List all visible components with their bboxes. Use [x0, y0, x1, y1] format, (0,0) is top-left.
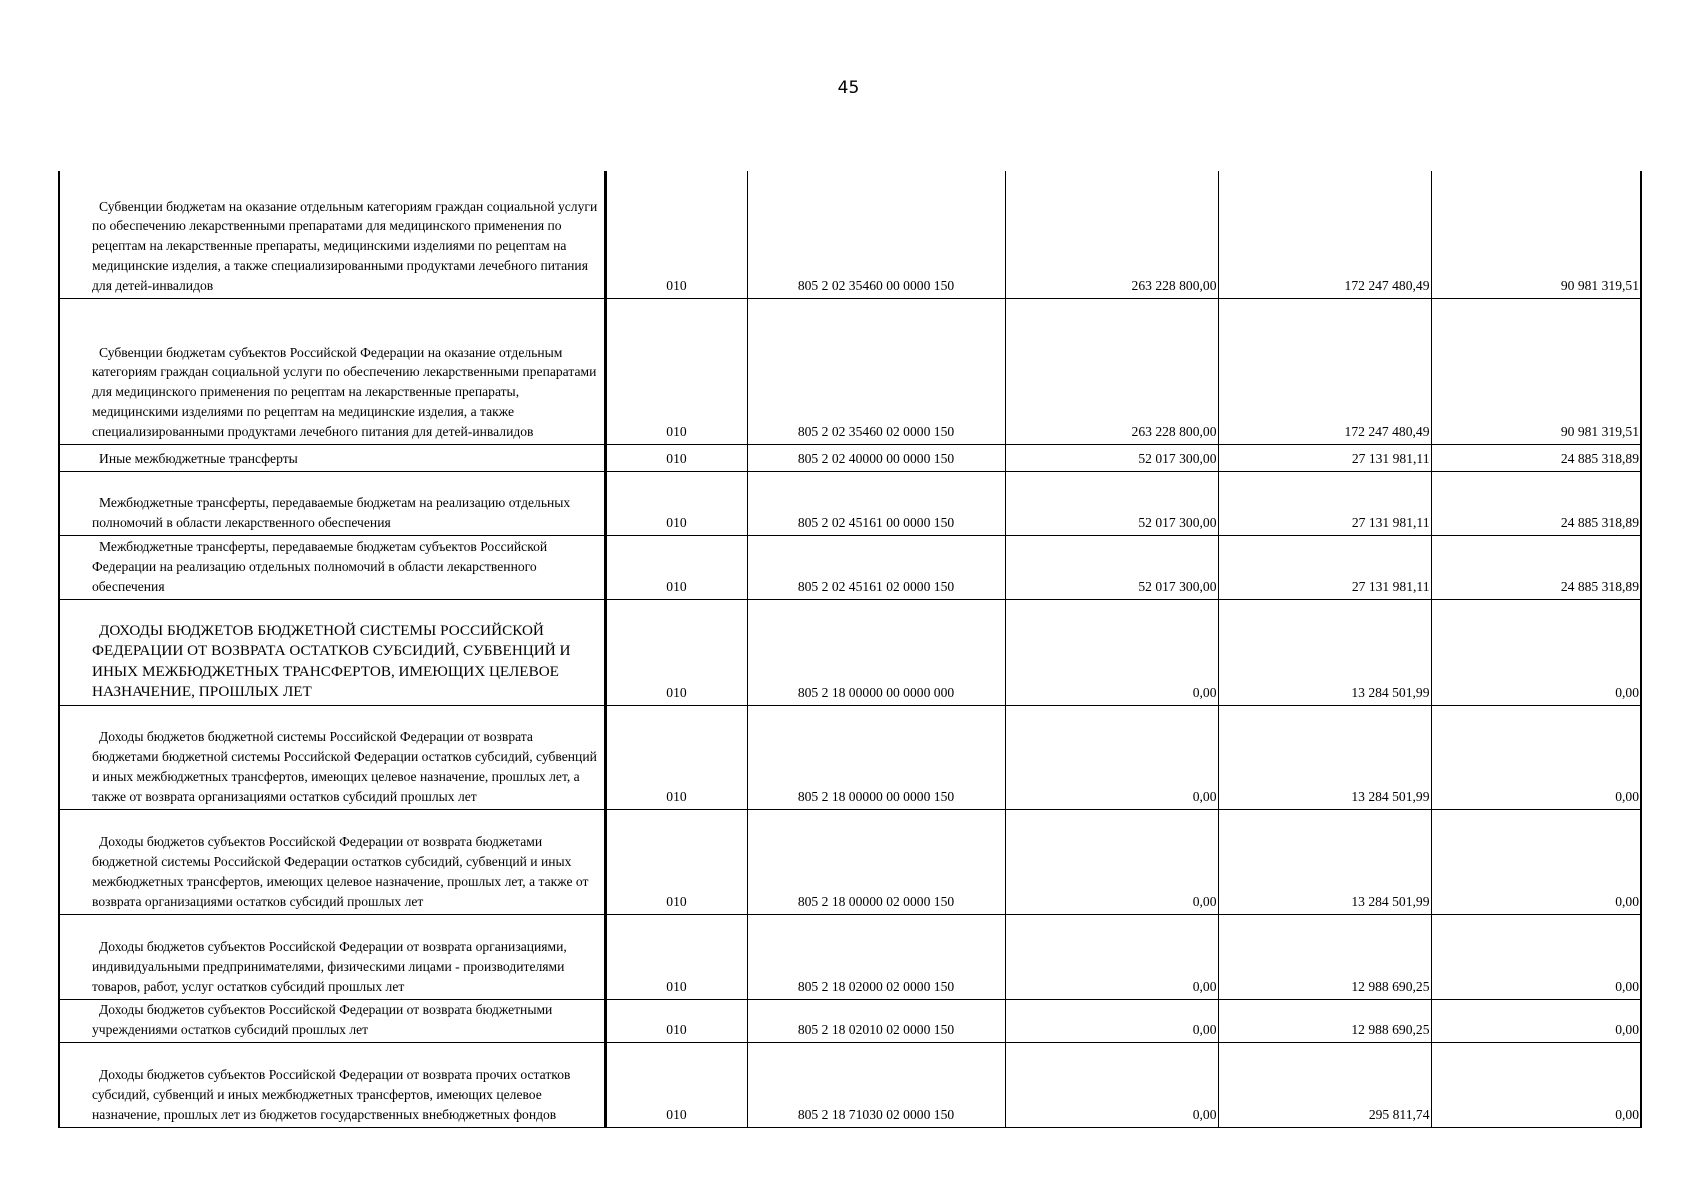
row-line-code: 010 [605, 471, 747, 535]
row-executed: 12 988 690,25 [1218, 914, 1431, 999]
row-budget-code: 805 2 18 00000 00 0000 150 [747, 705, 1005, 809]
row-budget-code: 805 2 18 00000 02 0000 150 [747, 809, 1005, 914]
row-line-code: 010 [605, 535, 747, 599]
table-row [59, 535, 1641, 599]
row-executed: 172 247 480,49 [1218, 298, 1431, 444]
row-unexecuted: 0,00 [1431, 809, 1641, 914]
row-budget-code: 805 2 18 02010 02 0000 150 [747, 999, 1005, 1042]
row-unexecuted: 0,00 [1431, 999, 1641, 1042]
row-line-code: 010 [605, 705, 747, 809]
row-executed: 27 131 981,11 [1218, 535, 1431, 599]
row-budget-code: 805 2 18 00000 00 0000 000 [747, 599, 1005, 705]
row-name: Доходы бюджетов субъектов Российской Федерации от возврата прочих остатков субсидий, субвенций и иных межбюджетных трансфертов, имеющих целевое назначение, прошлых лет из бюджетов государственных внебюджетных фондов [59, 1042, 605, 1127]
row-unexecuted: 0,00 [1431, 599, 1641, 705]
revenue-table [58, 171, 1642, 1128]
page-number: 45 [837, 78, 860, 98]
table-row [59, 599, 1641, 705]
row-approved: 0,00 [1005, 1042, 1218, 1127]
row-approved: 0,00 [1005, 809, 1218, 914]
row-budget-code: 805 2 02 45161 00 0000 150 [747, 471, 1005, 535]
row-budget-code: 805 2 02 35460 02 0000 150 [747, 298, 1005, 444]
row-approved: 263 228 800,00 [1005, 171, 1218, 298]
table-row [59, 298, 1641, 444]
row-name: Доходы бюджетов субъектов Российской Федерации от возврата организациями, индивидуальными предпринимателями, физическими лицами - производителями товаров, работ, услуг остатков субсидий прошлых лет [59, 914, 605, 999]
row-name: Доходы бюджетов субъектов Российской Федерации от возврата бюджетными учреждениями остатков субсидий прошлых лет [59, 999, 605, 1042]
row-budget-code: 805 2 02 35460 00 0000 150 [747, 171, 1005, 298]
table-row [59, 471, 1641, 535]
table-row [59, 914, 1641, 999]
row-name: Доходы бюджетов бюджетной системы Российской Федерации от возврата бюджетами бюджетной системы Российской Федерации остатков субсидий, субвенций и иных межбюджетных трансфертов, имеющих целевое назначение, прошлых лет, а также от возврата организациями остатков субсидий прошлых лет [59, 705, 605, 809]
row-unexecuted: 24 885 318,89 [1431, 535, 1641, 599]
row-approved: 52 017 300,00 [1005, 471, 1218, 535]
table-row [59, 705, 1641, 809]
row-approved: 0,00 [1005, 914, 1218, 999]
row-executed: 27 131 981,11 [1218, 471, 1431, 535]
row-name: Субвенции бюджетам на оказание отдельным категориям граждан социальной услуги по обеспечению лекарственными препаратами для медицинского применения по рецептам на лекарственные препараты, медицинскими изделиями по рецептам на медицинские изделия, а также специализированными продуктами лечебного питания для детей-инвалидов [59, 171, 605, 298]
row-line-code: 010 [605, 809, 747, 914]
row-executed: 13 284 501,99 [1218, 599, 1431, 705]
row-line-code: 010 [605, 999, 747, 1042]
row-approved: 0,00 [1005, 999, 1218, 1042]
row-name: Субвенции бюджетам субъектов Российской Федерации на оказание отдельным категориям граждан социальной услуги по обеспечению лекарственными препаратами для медицинского применения по рецептам на лекарственные препараты, медицинскими изделиями по рецептам на медицинские изделия, а также специализированными продуктами лечебного питания для детей-инвалидов [59, 298, 605, 444]
row-line-code: 010 [605, 1042, 747, 1127]
row-approved: 52 017 300,00 [1005, 444, 1218, 471]
row-approved: 0,00 [1005, 599, 1218, 705]
row-executed: 13 284 501,99 [1218, 705, 1431, 809]
row-line-code: 010 [605, 599, 747, 705]
row-name: Доходы бюджетов субъектов Российской Федерации от возврата бюджетами бюджетной системы Российской Федерации остатков субсидий, субвенций и иных межбюджетных трансфертов, имеющих целевое назначение, прошлых лет, а также от возврата организациями остатков субсидий прошлых лет [59, 809, 605, 914]
row-name: Межбюджетные трансферты, передаваемые бюджетам на реализацию отдельных полномочий в области лекарственного обеспечения [59, 471, 605, 535]
row-unexecuted: 0,00 [1431, 914, 1641, 999]
row-executed: 27 131 981,11 [1218, 444, 1431, 471]
row-line-code: 010 [605, 298, 747, 444]
row-executed: 295 811,74 [1218, 1042, 1431, 1127]
row-unexecuted: 0,00 [1431, 1042, 1641, 1127]
row-name: Иные межбюджетные трансферты [59, 444, 605, 471]
row-budget-code: 805 2 18 02000 02 0000 150 [747, 914, 1005, 999]
row-budget-code: 805 2 18 71030 02 0000 150 [747, 1042, 1005, 1127]
row-unexecuted: 90 981 319,51 [1431, 171, 1641, 298]
row-unexecuted: 0,00 [1431, 705, 1641, 809]
row-budget-code: 805 2 02 40000 00 0000 150 [747, 444, 1005, 471]
table-row [59, 999, 1641, 1042]
row-budget-code: 805 2 02 45161 02 0000 150 [747, 535, 1005, 599]
row-line-code: 010 [605, 171, 747, 298]
row-unexecuted: 24 885 318,89 [1431, 471, 1641, 535]
row-name: Межбюджетные трансферты, передаваемые бюджетам субъектов Российской Федерации на реализацию отдельных полномочий в области лекарственного обеспечения [59, 535, 605, 599]
table-row [59, 171, 1641, 298]
row-approved: 0,00 [1005, 705, 1218, 809]
table-row [59, 1042, 1641, 1127]
row-approved: 263 228 800,00 [1005, 298, 1218, 444]
row-line-code: 010 [605, 914, 747, 999]
row-line-code: 010 [605, 444, 747, 471]
table-row [59, 809, 1641, 914]
row-executed: 13 284 501,99 [1218, 809, 1431, 914]
row-unexecuted: 24 885 318,89 [1431, 444, 1641, 471]
row-name: ДОХОДЫ БЮДЖЕТОВ БЮДЖЕТНОЙ СИСТЕМЫ РОССИЙСКОЙ ФЕДЕРАЦИИ ОТ ВОЗВРАТА ОСТАТКОВ СУБСИДИЙ, СУБВЕНЦИЙ И ИНЫХ МЕЖБЮДЖЕТНЫХ ТРАНСФЕРТОВ, ИМЕЮЩИХ ЦЕЛЕВОЕ НАЗНАЧЕНИЕ, ПРОШЛЫХ ЛЕТ [59, 599, 605, 705]
row-unexecuted: 90 981 319,51 [1431, 298, 1641, 444]
table-row [59, 444, 1641, 471]
row-executed: 12 988 690,25 [1218, 999, 1431, 1042]
row-approved: 52 017 300,00 [1005, 535, 1218, 599]
row-executed: 172 247 480,49 [1218, 171, 1431, 298]
